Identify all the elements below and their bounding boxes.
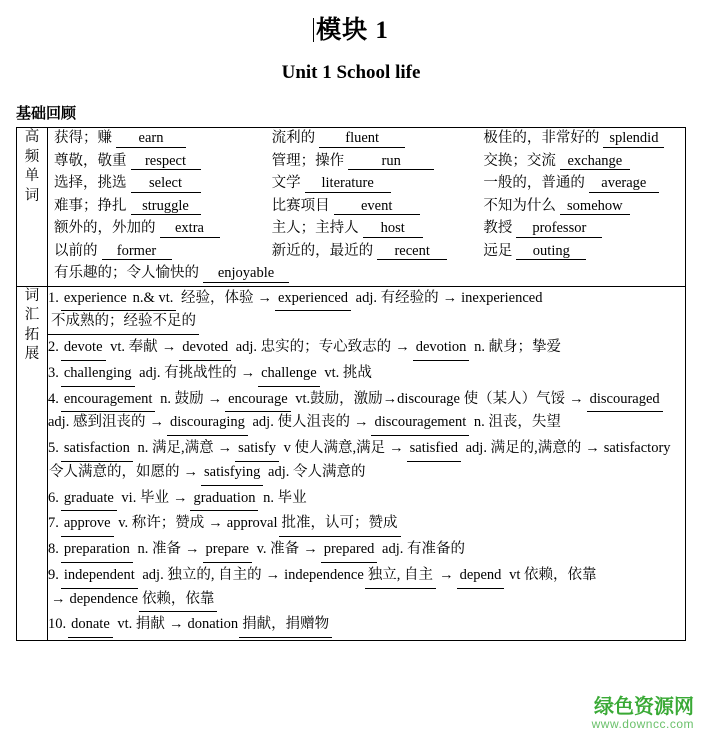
word-entry <box>266 154 478 171</box>
expansion-item-number: 2. <box>48 339 59 355</box>
expansion-answer-blank[interactable]: discouraged <box>587 389 663 413</box>
expansion-text: adj. 忠实的；专心致志的 <box>232 339 392 355</box>
expansion-text: vt. 挑战 <box>320 364 372 381</box>
expansion-item <box>48 438 685 486</box>
word-answer-blank[interactable]: former <box>102 244 172 261</box>
word-answer-blank[interactable]: exchange <box>560 154 630 171</box>
row-label-char: 频 <box>24 148 40 165</box>
expansion-text: vt. 奉献 <box>106 339 158 355</box>
expansion-text: adj. 使人沮丧的 <box>248 414 350 431</box>
arrow-icon: → <box>585 440 600 456</box>
word-entry <box>48 176 266 193</box>
word-row <box>48 151 685 174</box>
expansion-answer-blank[interactable]: encourage <box>225 389 291 413</box>
word-entry <box>477 244 685 261</box>
word-entry <box>48 199 266 216</box>
row-label-char: 展 <box>24 346 40 363</box>
arrow-icon: → <box>217 440 233 456</box>
word-entry <box>477 176 685 193</box>
expansion-answer-blank[interactable]: 依赖，依靠 <box>139 589 218 613</box>
arrow-icon: → <box>395 339 410 355</box>
word-meaning: 主人；主持人 <box>271 220 359 236</box>
expansion-answer-blank[interactable]: devote <box>61 337 106 361</box>
expansion-text: 经验，体验 <box>177 289 254 306</box>
arrow-icon: → <box>185 541 200 557</box>
expansion-item <box>48 539 685 563</box>
word-answer-blank[interactable]: outing <box>516 244 586 261</box>
expansion-answer-blank[interactable]: discouragement <box>371 412 469 436</box>
arrow-icon: → <box>208 515 223 532</box>
expansion-text: 令人满意的，如愿的 <box>49 463 180 480</box>
arrow-icon: → <box>442 289 458 306</box>
word-answer-blank[interactable]: somehow <box>560 199 630 216</box>
word-meaning: 交换；交流 <box>483 152 556 169</box>
expansion-answer-blank[interactable]: 捐献，捐赠物 <box>239 614 332 638</box>
expansion-item <box>48 614 685 638</box>
word-entry <box>48 154 266 171</box>
expansion-text: v. 称许；赞成 <box>114 515 205 532</box>
expansion-text: adj. 感到沮丧的 <box>48 414 146 431</box>
arrow-icon: → <box>172 489 188 506</box>
arrow-icon: → <box>569 390 584 407</box>
word-answer-blank[interactable]: professor <box>516 221 602 238</box>
row-label-char: 词 <box>24 287 40 304</box>
arrow-icon: → <box>207 390 223 407</box>
word-row <box>48 241 685 264</box>
expansion-text: adj. 有经验的 <box>352 289 439 306</box>
word-entry <box>266 221 478 238</box>
watermark-url: www.downcc.com <box>591 716 694 731</box>
word-meaning: 远足 <box>483 242 513 259</box>
expansion-text: adj. 有挑战性的 <box>135 364 237 381</box>
row-label-word-expansion <box>17 286 48 641</box>
expansion-answer-blank[interactable]: experienced <box>275 288 351 312</box>
row-label-char: 汇 <box>24 307 40 324</box>
arrow-icon: → <box>51 590 66 607</box>
expansion-answer-blank[interactable]: satisfying <box>201 462 263 486</box>
word-row <box>48 196 685 219</box>
expansion-answer-blank[interactable]: 独立, 自主 <box>365 565 436 589</box>
word-answer-blank[interactable]: recent <box>377 244 447 261</box>
expansion-answer-blank[interactable]: devoted <box>179 337 231 361</box>
expansion-answer-blank[interactable]: devotion <box>413 337 470 361</box>
watermark <box>592 696 694 731</box>
review-table <box>16 127 686 641</box>
word-answer-blank[interactable]: respect <box>131 154 201 171</box>
expansion-answer-blank[interactable]: depend <box>457 565 505 589</box>
expansion-text: vt 依赖，依靠 <box>505 566 597 583</box>
expansion-answer-blank[interactable]: independent <box>61 565 138 589</box>
unit-subtitle: Unit 1 School life <box>281 62 421 83</box>
expansion-answer-blank[interactable]: discouraging <box>167 412 248 436</box>
row-label-char: 词 <box>24 187 40 204</box>
word-answer-blank[interactable]: literature <box>305 176 391 193</box>
expansion-item-number: 1. <box>48 289 59 306</box>
expansion-item <box>48 565 685 613</box>
word-answer-blank[interactable]: extra <box>160 221 220 238</box>
row-label-char: 高 <box>24 129 40 145</box>
word-expansion-cell <box>48 286 686 641</box>
expansion-answer-blank[interactable]: approve <box>61 513 114 537</box>
word-entry <box>48 221 266 238</box>
arrow-icon: → <box>303 541 318 557</box>
expansion-answer-blank[interactable]: n.& vt. <box>130 288 177 312</box>
watermark-title: 绿色资源网 <box>594 695 694 718</box>
word-answer-blank[interactable]: fluent <box>319 131 405 148</box>
expansion-answer-blank[interactable]: experience <box>61 288 130 312</box>
word-meaning: 以前的 <box>54 242 98 259</box>
arrow-icon: → <box>353 414 369 431</box>
expansion-text: dependence <box>69 590 138 607</box>
document-page <box>0 10 702 735</box>
expansion-item-number: 5. <box>48 440 59 456</box>
expansion-text: v. 准备 <box>253 541 300 557</box>
expansion-answer-blank[interactable]: prepare <box>203 539 252 563</box>
expansion-answer-blank[interactable]: graduate <box>61 488 117 512</box>
row-label-char: 拓 <box>24 326 40 343</box>
word-answer-blank[interactable]: earn <box>116 131 186 148</box>
word-answer-blank[interactable]: event <box>334 199 420 216</box>
word-meaning: 获得；赚 <box>54 130 112 146</box>
word-meaning: 流利的 <box>271 130 316 146</box>
word-meaning: 难事；挣扎 <box>54 197 127 214</box>
word-meaning: 极佳的，非常好的 <box>483 130 600 146</box>
expansion-text: inexperienced <box>461 289 543 306</box>
expansion-item-number: 10. <box>48 616 67 633</box>
arrow-icon: → <box>240 364 256 381</box>
word-meaning: 新近的，最近的 <box>271 242 374 259</box>
row-label-high-frequency-words <box>17 128 48 287</box>
expansion-text: satisfactory <box>603 440 671 456</box>
expansion-answer-blank[interactable]: satisfy <box>235 438 279 462</box>
arrow-icon: → <box>183 463 198 480</box>
expansion-text: n. 准备 <box>133 541 182 557</box>
expansion-answer-blank[interactable]: challenge <box>258 363 320 387</box>
high-frequency-words-cell <box>48 128 686 287</box>
expansion-item <box>48 389 685 437</box>
table-row-word-expansion <box>17 286 686 641</box>
expansion-answer-blank[interactable]: donate <box>68 614 113 638</box>
section-label: 基础回顾 <box>16 106 77 122</box>
word-answer-blank[interactable]: host <box>363 221 423 238</box>
word-meaning: 选择，挑选 <box>54 175 127 191</box>
word-meaning: 尊敬，敬重 <box>54 152 127 169</box>
page-title-text: 模块 1 <box>316 17 389 44</box>
expansion-item-number: 9. <box>48 566 59 583</box>
text-caret <box>313 18 314 42</box>
expansion-text: n. 献身；挚爱 <box>470 339 562 355</box>
expansion-text: approval <box>226 515 278 532</box>
word-entry <box>48 244 266 261</box>
word-entry <box>266 131 478 148</box>
arrow-icon: → <box>149 414 164 431</box>
word-entry <box>48 266 685 283</box>
expansion-text: vt.鼓励，激励→discourage 使（某人）气馁 <box>291 390 566 407</box>
expansion-text: vi. 毕业 <box>117 489 169 506</box>
expansion-item-number: 3. <box>48 364 59 381</box>
expansion-answer-blank[interactable]: prepared <box>321 539 378 563</box>
word-answer-blank[interactable]: average <box>589 176 659 193</box>
word-answer-blank[interactable]: splendid <box>603 131 664 148</box>
table-row-high-frequency-words <box>17 128 686 287</box>
word-row <box>48 128 685 151</box>
expansion-answer-blank[interactable]: challenging <box>61 363 135 387</box>
expansion-item-number: 7. <box>48 515 59 532</box>
word-answer-blank[interactable]: run <box>348 154 434 171</box>
word-row <box>48 263 685 286</box>
expansion-text: v 使人满意,满足 <box>280 440 386 456</box>
word-meaning: 教授 <box>483 220 513 236</box>
word-meaning: 文学 <box>271 175 301 191</box>
expansion-text: n. 沮丧，失望 <box>470 414 561 431</box>
expansion-text: adj. 令人满意的 <box>264 463 366 480</box>
word-entry <box>477 131 685 148</box>
arrow-icon: → <box>168 616 184 633</box>
arrow-icon: → <box>257 289 272 306</box>
arrow-icon: → <box>439 566 454 583</box>
word-entry <box>266 244 478 261</box>
word-meaning: 不知为什么 <box>483 197 556 214</box>
word-row <box>48 173 685 196</box>
page-title <box>0 10 702 46</box>
expansion-item <box>48 363 685 387</box>
expansion-item-number: 6. <box>48 489 59 506</box>
word-meaning: 比赛项目 <box>271 197 330 214</box>
expansion-item <box>48 488 685 512</box>
expansion-text: adj. 独立的, 自主的 <box>138 566 262 583</box>
word-entry <box>477 199 685 216</box>
word-entry <box>477 221 685 238</box>
word-row <box>48 218 685 241</box>
expansion-answer-blank[interactable]: encouragement <box>61 389 156 413</box>
word-entry <box>266 199 478 216</box>
expansion-item-number: 4. <box>48 390 59 407</box>
expansion-answer-blank[interactable]: satisfied <box>407 438 461 462</box>
expansion-item <box>48 513 685 537</box>
arrow-icon: → <box>265 566 281 583</box>
expansion-text: adj. 有准备的 <box>378 541 465 557</box>
expansion-text: donation <box>187 616 239 633</box>
expansion-answer-blank[interactable]: satisfaction <box>61 438 133 462</box>
expansion-answer-blank[interactable]: 不成熟的；经验不足的 <box>48 311 199 335</box>
expansion-answer-blank[interactable]: 批准，认可；赞成 <box>279 513 401 537</box>
expansion-answer-blank[interactable]: graduation <box>190 488 258 512</box>
word-meaning: 一般的，普通的 <box>483 175 585 191</box>
row-label-char: 单 <box>24 168 40 185</box>
word-answer-blank[interactable]: select <box>131 176 201 193</box>
expansion-item <box>48 337 685 361</box>
word-answer-blank[interactable]: struggle <box>131 199 201 216</box>
word-meaning: 管理；操作 <box>271 152 345 169</box>
expansion-text: adj. 满足的,满意的 <box>461 440 582 456</box>
expansion-item <box>48 288 685 336</box>
arrow-icon: → <box>161 339 177 355</box>
word-entry <box>48 131 266 148</box>
expansion-text: n. 鼓励 <box>156 390 204 407</box>
expansion-text: n. 满足,满意 <box>133 440 214 456</box>
word-entry <box>477 154 685 171</box>
expansion-item-number: 8. <box>48 541 59 557</box>
expansion-text: vt. 捐献 <box>113 616 165 633</box>
word-entry <box>266 176 478 193</box>
word-answer-blank[interactable]: enjoyable <box>203 266 289 283</box>
expansion-answer-blank[interactable]: preparation <box>61 539 133 563</box>
word-meaning: 额外的，外加的 <box>54 220 156 236</box>
expansion-text: n. 毕业 <box>259 489 307 506</box>
word-meaning: 有乐趣的；令人愉快的 <box>54 265 199 281</box>
expansion-text: independence <box>284 566 364 583</box>
arrow-icon: → <box>389 440 404 456</box>
